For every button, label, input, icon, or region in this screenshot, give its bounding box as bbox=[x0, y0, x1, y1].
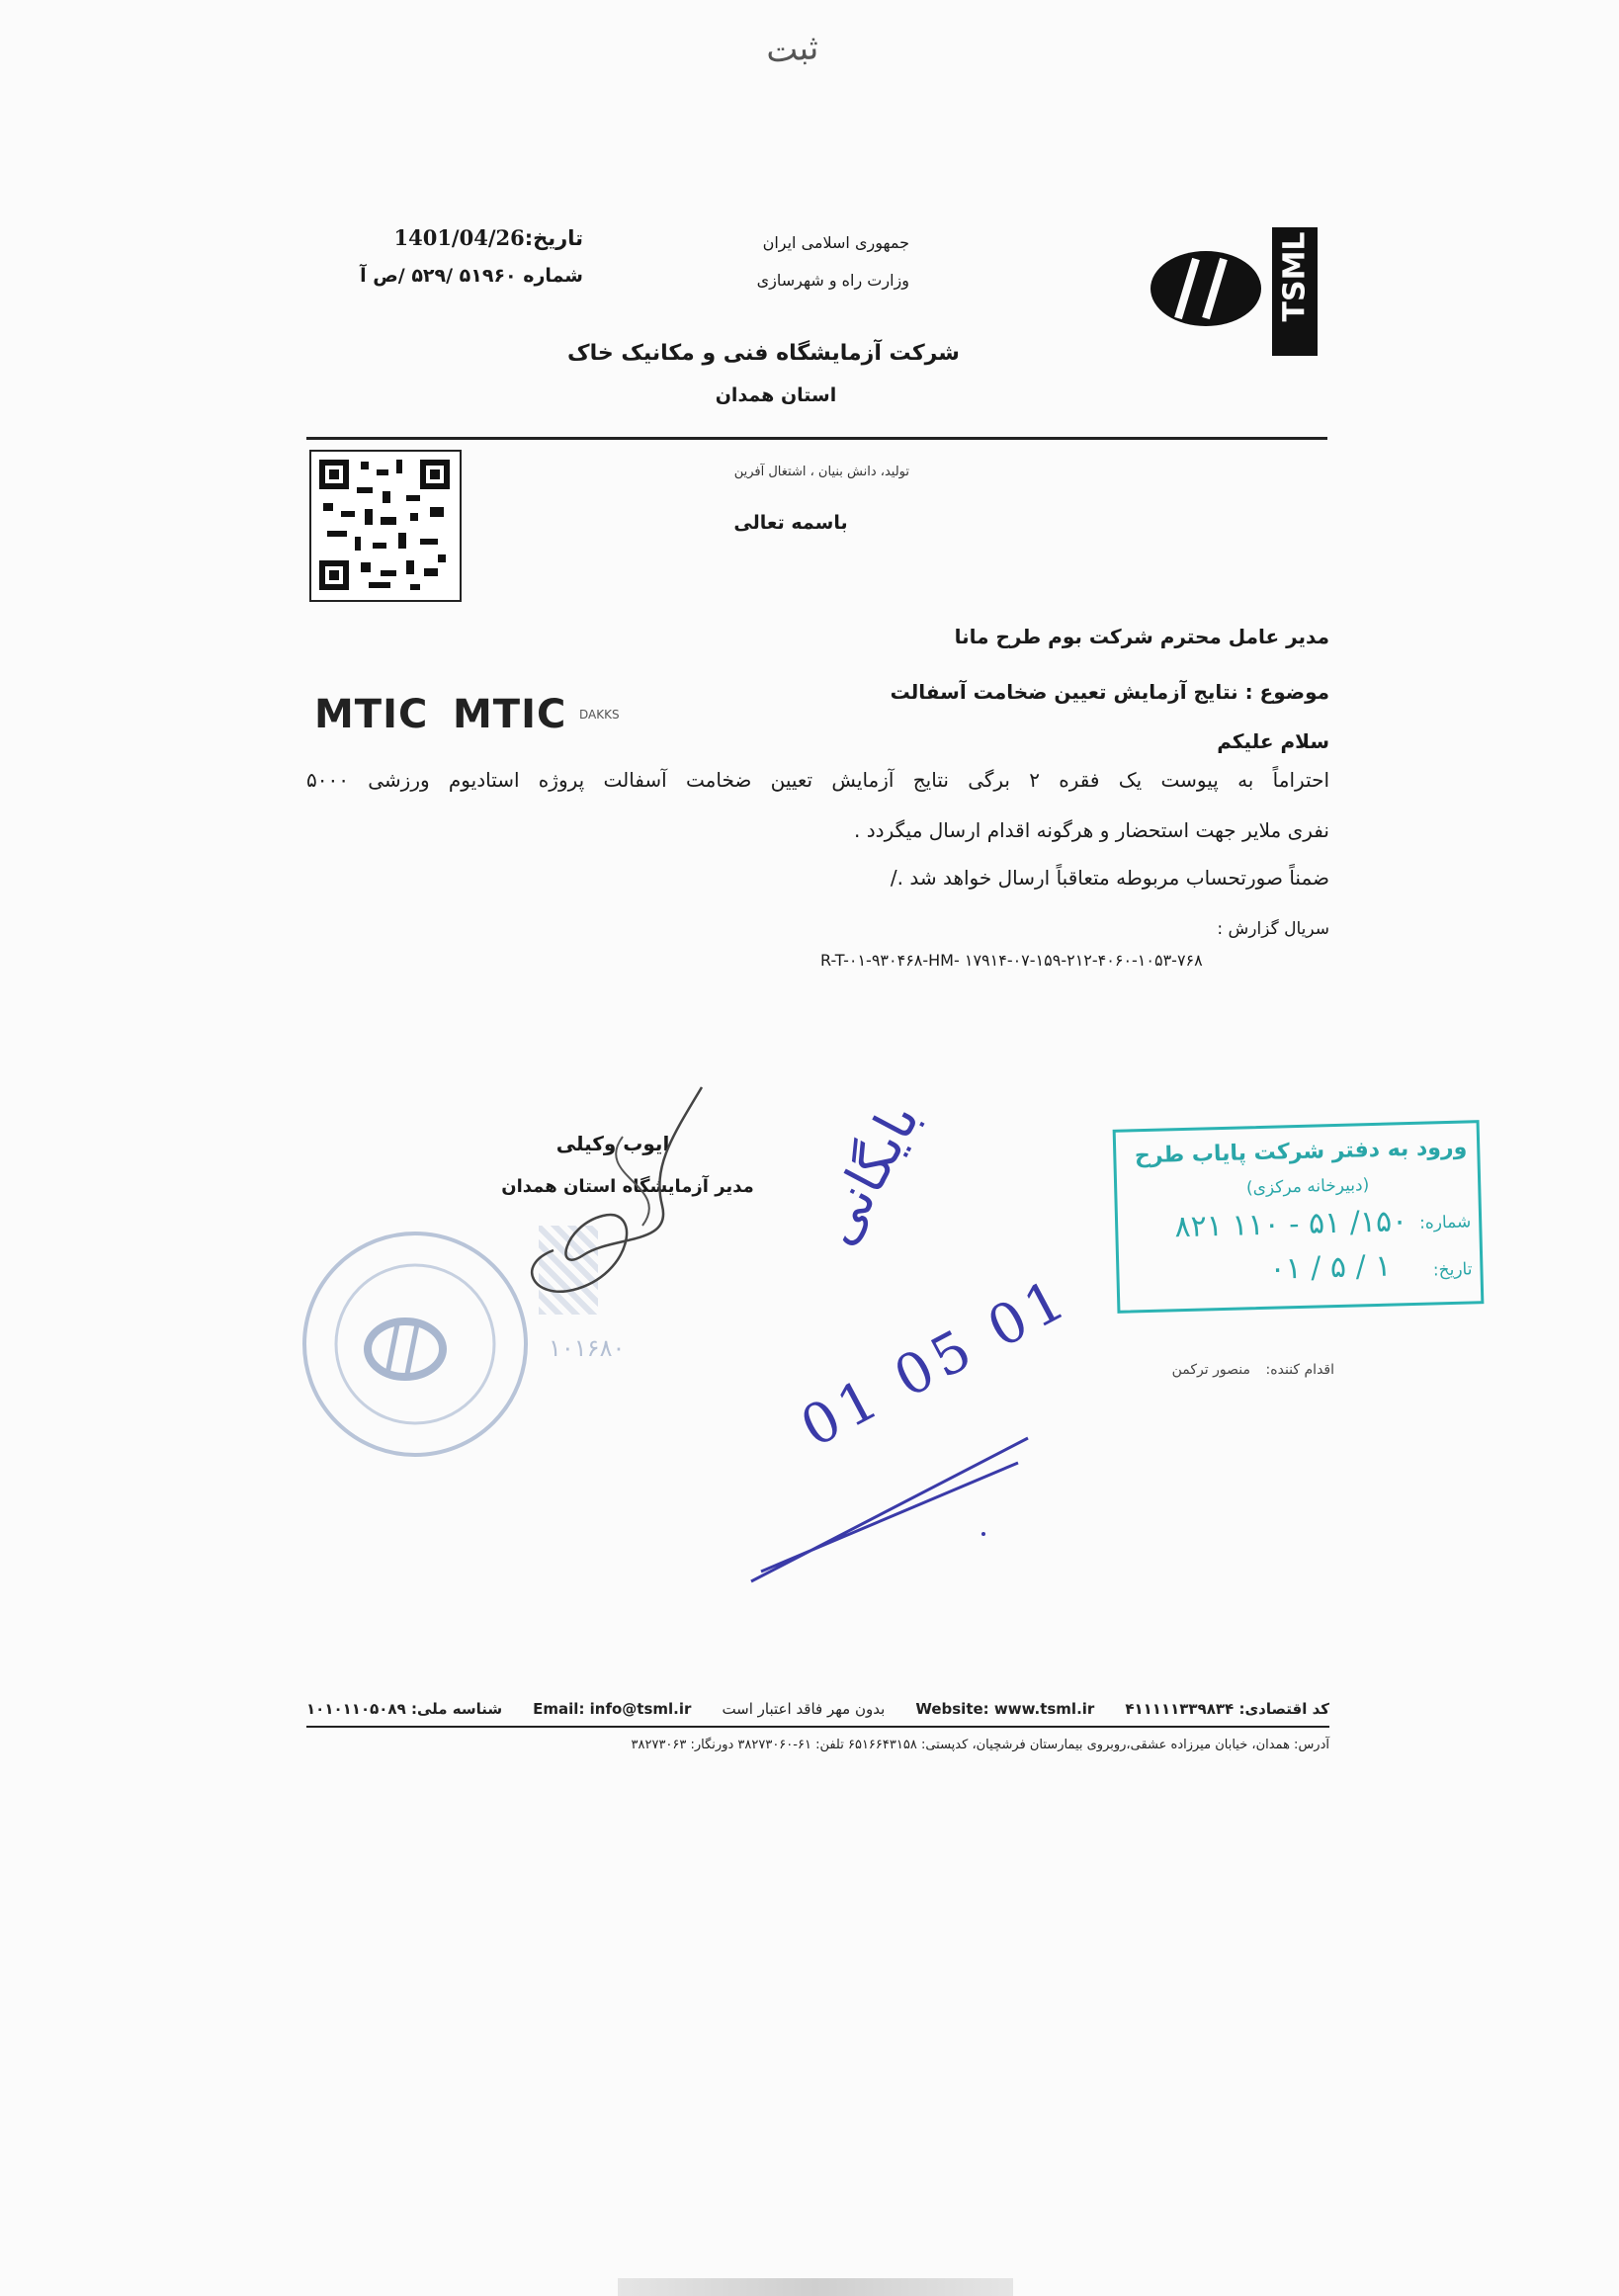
footer-email: Email: info@tsml.ir bbox=[533, 1700, 692, 1718]
qr-code bbox=[309, 450, 462, 602]
slogan: تولید، دانش بنیان ، اشتغال آفرین bbox=[733, 465, 909, 479]
entry-stamp-date-label: تاریخ: bbox=[1432, 1259, 1473, 1281]
signatory-name: ایوب وکیلی bbox=[555, 1132, 670, 1155]
logo-text: TSML bbox=[1277, 231, 1313, 322]
ink-dot bbox=[981, 1532, 985, 1536]
province-name: استان همدان bbox=[715, 384, 837, 406]
letter-number bbox=[356, 265, 583, 287]
handwritten-note-date: 01 05 01 bbox=[791, 1265, 1081, 1461]
footer-address: آدرس: همدان، خیابان میرزاده عشقی،روبروی بیمارستان فرشچیان، کدپستی: ۶۵۱۶۶۴۳۱۵۸ تلفن: ۶۱-۳۸۲۷۳۰۶۰ دورنگار: ۳۸۲۷۳۰۶۳ bbox=[631, 1738, 1329, 1752]
entry-stamp-number-value: ۱۵۰/ ۵۱ - ۱۱۰ ۸۲۱ bbox=[1174, 1204, 1408, 1245]
footer-line-1 bbox=[306, 1700, 1329, 1718]
top-handwritten-mark: ثبت bbox=[764, 28, 820, 71]
body-line-2: نفری ملایر جهت استحضار و هرگونه اقدام ارسال میگردد . bbox=[854, 818, 1329, 842]
serial-value: R-T-۰۱-۹۳۰۴۶۸-HM- ۱۷۹۱۴-۰۷-۱۵۹-۲۱۲-۴۰۶۰-۱۰۵۳-۷۶۸ bbox=[820, 951, 1203, 970]
body-line-3: ضمناً صورتحساب مربوطه متعاقباً ارسال خواهد شد ./ bbox=[890, 866, 1329, 890]
footer-website: Website: www.tsml.ir bbox=[915, 1700, 1095, 1718]
body-line-1: احتراماً به پیوست یک فقره ۲ برگی نتایج آزمایش تعیین ضخامت آسفالت پروژه استادیوم ورزشی ۵۰۰۰ bbox=[306, 768, 1329, 792]
scan-edge bbox=[618, 2278, 1013, 2296]
greeting: سلام علیکم bbox=[1217, 729, 1329, 753]
company-name: شرکت آزمایشگاه فنی و مکانیک خاک bbox=[567, 341, 960, 366]
subject: موضوع : نتایج آزمایش تعیین ضخامت آسفالت bbox=[890, 680, 1329, 704]
dakks-logo: DAKKS bbox=[579, 708, 620, 722]
date-value: 1401/04/26 bbox=[393, 225, 525, 250]
entry-stamp-subtitle: (دبیرخانه مرکزی) bbox=[1245, 1175, 1370, 1199]
number-value: ۵۱۹۶۰ /۵۲۹ /ص آ bbox=[360, 265, 517, 287]
footer-economic-code: کد اقتصادی: ۴۱۱۱۱۱۳۳۹۸۳۴ bbox=[1125, 1700, 1329, 1718]
footer-stamp-note: بدون مهر فاقد اعتبار است bbox=[722, 1700, 886, 1718]
accreditation-logos bbox=[314, 692, 631, 741]
action-label: اقدام کننده: bbox=[1265, 1362, 1334, 1378]
number-label: شماره bbox=[523, 265, 583, 287]
mtic-logo-1: MTIC bbox=[314, 692, 429, 737]
tsml-logo bbox=[1149, 227, 1331, 356]
entry-stamp-number-label: شماره: bbox=[1418, 1212, 1472, 1233]
ministry-name: وزارت راه و شهرسازی bbox=[756, 271, 909, 290]
handwritten-underline bbox=[741, 1423, 1038, 1601]
signatory-title: مدیر آزمایشگاه استان همدان bbox=[501, 1176, 754, 1197]
footer-national-id: شناسه ملی: ۱۰۱۰۱۱۰۵۰۸۹ bbox=[306, 1700, 503, 1718]
handwritten-signature bbox=[474, 1077, 771, 1305]
entry-stamp-date-value: ۱ / ۵ / ۰۱ bbox=[1269, 1248, 1392, 1287]
serial-label: سریال گزارش : bbox=[1217, 919, 1329, 939]
footer-divider bbox=[306, 1726, 1329, 1728]
date-label: تاریخ: bbox=[524, 226, 583, 250]
entry-stamp-title: ورود به دفتر شرکت پایاب طرح bbox=[1134, 1135, 1468, 1169]
invocation: باسمه تعالی bbox=[733, 512, 848, 534]
entry-stamp bbox=[1113, 1120, 1485, 1314]
recipient: مدیر عامل محترم شرکت بوم طرح مانا bbox=[954, 625, 1329, 648]
mtic-logo-2: MTIC bbox=[453, 692, 567, 737]
header-divider bbox=[306, 437, 1327, 440]
seal-number: ۱۰۱۶۸۰ bbox=[549, 1334, 626, 1362]
action-value: منصور ترکمن bbox=[1171, 1362, 1250, 1378]
handwritten-note-word: بایگانی bbox=[806, 1092, 932, 1255]
country-name: جمهوری اسلامی ایران bbox=[762, 233, 909, 252]
letter-date bbox=[376, 225, 583, 250]
